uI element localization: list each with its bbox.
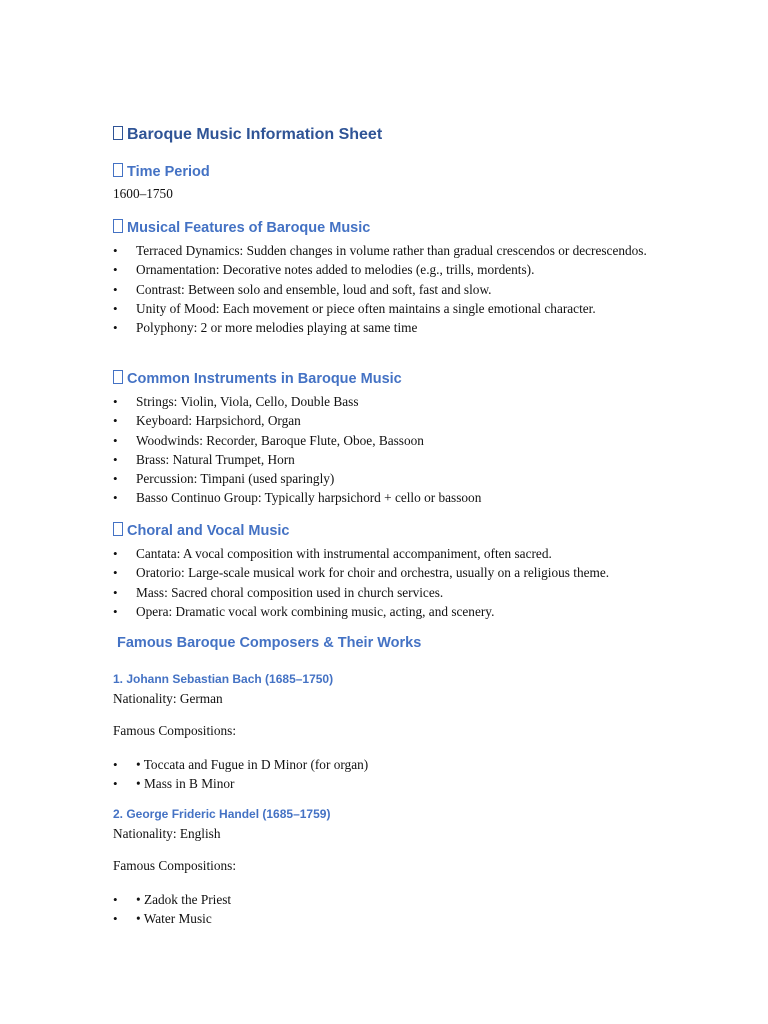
list-item — [113, 241, 673, 260]
time-period-heading — [113, 163, 210, 180]
bullet-icon: • — [113, 413, 118, 429]
list-item-text: Percussion: Timpani (used sparingly) — [136, 471, 335, 487]
bullet-icon: • — [113, 911, 118, 927]
list-item — [113, 563, 673, 582]
choral-list — [113, 544, 673, 621]
bullet-icon: • — [113, 471, 118, 487]
bullet-icon: • — [113, 584, 118, 600]
list-item — [113, 488, 673, 507]
list-item-text: • Water Music — [136, 911, 212, 927]
bullet-icon: • — [113, 394, 118, 409]
bullet-icon: • — [113, 243, 118, 258]
bullet-icon: • — [113, 603, 118, 619]
bullet-icon: • — [113, 565, 118, 581]
missing-glyph-icon — [113, 370, 123, 384]
composers-heading: Famous Baroque Composers & Their Works — [117, 635, 422, 651]
composer-name: 2. George Frideric Handel (1685–1759) — [113, 807, 331, 821]
list-item — [113, 602, 673, 621]
list-item — [113, 450, 673, 469]
list-item-text: Opera: Dramatic vocal work combining music, acting, and scenery. — [136, 603, 495, 619]
choral-heading — [113, 522, 290, 539]
features-heading — [113, 219, 370, 236]
time-period-value: 1600–1750 — [113, 186, 173, 201]
list-item — [113, 280, 673, 299]
missing-glyph-icon — [113, 219, 123, 233]
list-item — [113, 299, 673, 318]
list-item — [113, 411, 673, 430]
list-item-text: Terraced Dynamics: Sudden changes in volume rather than gradual crescendos or decrescendos. — [136, 243, 647, 258]
list-item-text: Basso Continuo Group: Typically harpsichord + cello or bassoon — [136, 490, 482, 506]
time-period-heading-text: Time Period — [127, 164, 210, 180]
bullet-icon: • — [113, 892, 118, 907]
bullet-icon: • — [113, 757, 118, 772]
list-item-text: Strings: Violin, Viola, Cello, Double Bass — [136, 394, 359, 409]
composer-name: 1. Johann Sebastian Bach (1685–1750) — [113, 672, 334, 686]
list-item-text: Ornamentation: Decorative notes added to melodies (e.g., trills, mordents). — [136, 262, 535, 278]
choral-heading-text: Choral and Vocal Music — [127, 523, 290, 539]
list-item-text: Woodwinds: Recorder, Baroque Flute, Oboe, Bassoon — [136, 432, 424, 448]
bullet-icon: • — [113, 776, 118, 792]
composer-works-list — [113, 890, 673, 929]
missing-glyph-icon — [113, 126, 123, 140]
bullet-icon: • — [113, 262, 118, 278]
list-item — [113, 583, 673, 602]
instruments-list — [113, 392, 673, 508]
composer-nationality: Nationality: English — [113, 826, 221, 841]
document-title — [113, 126, 382, 144]
list-item — [113, 318, 673, 337]
list-item-text: • Toccata and Fugue in D Minor (for organ) — [136, 757, 369, 772]
composer-works-list — [113, 755, 673, 794]
list-item — [113, 260, 673, 279]
instruments-heading-text: Common Instruments in Baroque Music — [127, 371, 402, 387]
list-item-text: • Mass in B Minor — [136, 776, 235, 792]
list-item — [113, 544, 673, 563]
list-item-text: Keyboard: Harpsichord, Organ — [136, 413, 301, 429]
compositions-label: Famous Compositions: — [113, 858, 237, 873]
list-item — [113, 755, 673, 774]
features-list — [113, 241, 673, 337]
list-item-text: Contrast: Between solo and ensemble, loud and soft, fast and slow. — [136, 281, 492, 297]
instruments-heading — [113, 370, 402, 387]
bullet-icon: • — [113, 451, 118, 467]
bullet-icon: • — [113, 300, 118, 316]
list-item-text: Oratorio: Large-scale musical work for choir and orchestra, usually on a religious theme. — [136, 565, 610, 581]
list-item-text: Brass: Natural Trumpet, Horn — [136, 451, 295, 467]
list-item-text: Unity of Mood: Each movement or piece often maintains a single emotional character. — [136, 300, 596, 316]
composer-nationality: Nationality: German — [113, 691, 223, 706]
list-item — [113, 392, 673, 411]
list-item — [113, 431, 673, 450]
missing-glyph-icon — [113, 163, 123, 177]
list-item-text: Polyphony: 2 or more melodies playing at same time — [136, 320, 418, 336]
bullet-icon: • — [113, 281, 118, 297]
bullet-icon: • — [113, 320, 118, 336]
list-item — [113, 890, 673, 909]
list-item — [113, 774, 673, 793]
list-item-text: Mass: Sacred choral composition used in church services. — [136, 584, 444, 600]
list-item-text: • Zadok the Priest — [136, 892, 232, 907]
document-title-text: Baroque Music Information Sheet — [127, 126, 383, 143]
features-heading-text: Musical Features of Baroque Music — [127, 220, 371, 236]
list-item-text: Cantata: A vocal composition with instrumental accompaniment, often sacred. — [136, 546, 552, 561]
compositions-label: Famous Compositions: — [113, 723, 237, 738]
missing-glyph-icon — [113, 522, 123, 536]
list-item — [113, 909, 673, 928]
bullet-icon: • — [113, 490, 118, 506]
bullet-icon: • — [113, 432, 118, 448]
bullet-icon: • — [113, 546, 118, 561]
list-item — [113, 469, 673, 488]
